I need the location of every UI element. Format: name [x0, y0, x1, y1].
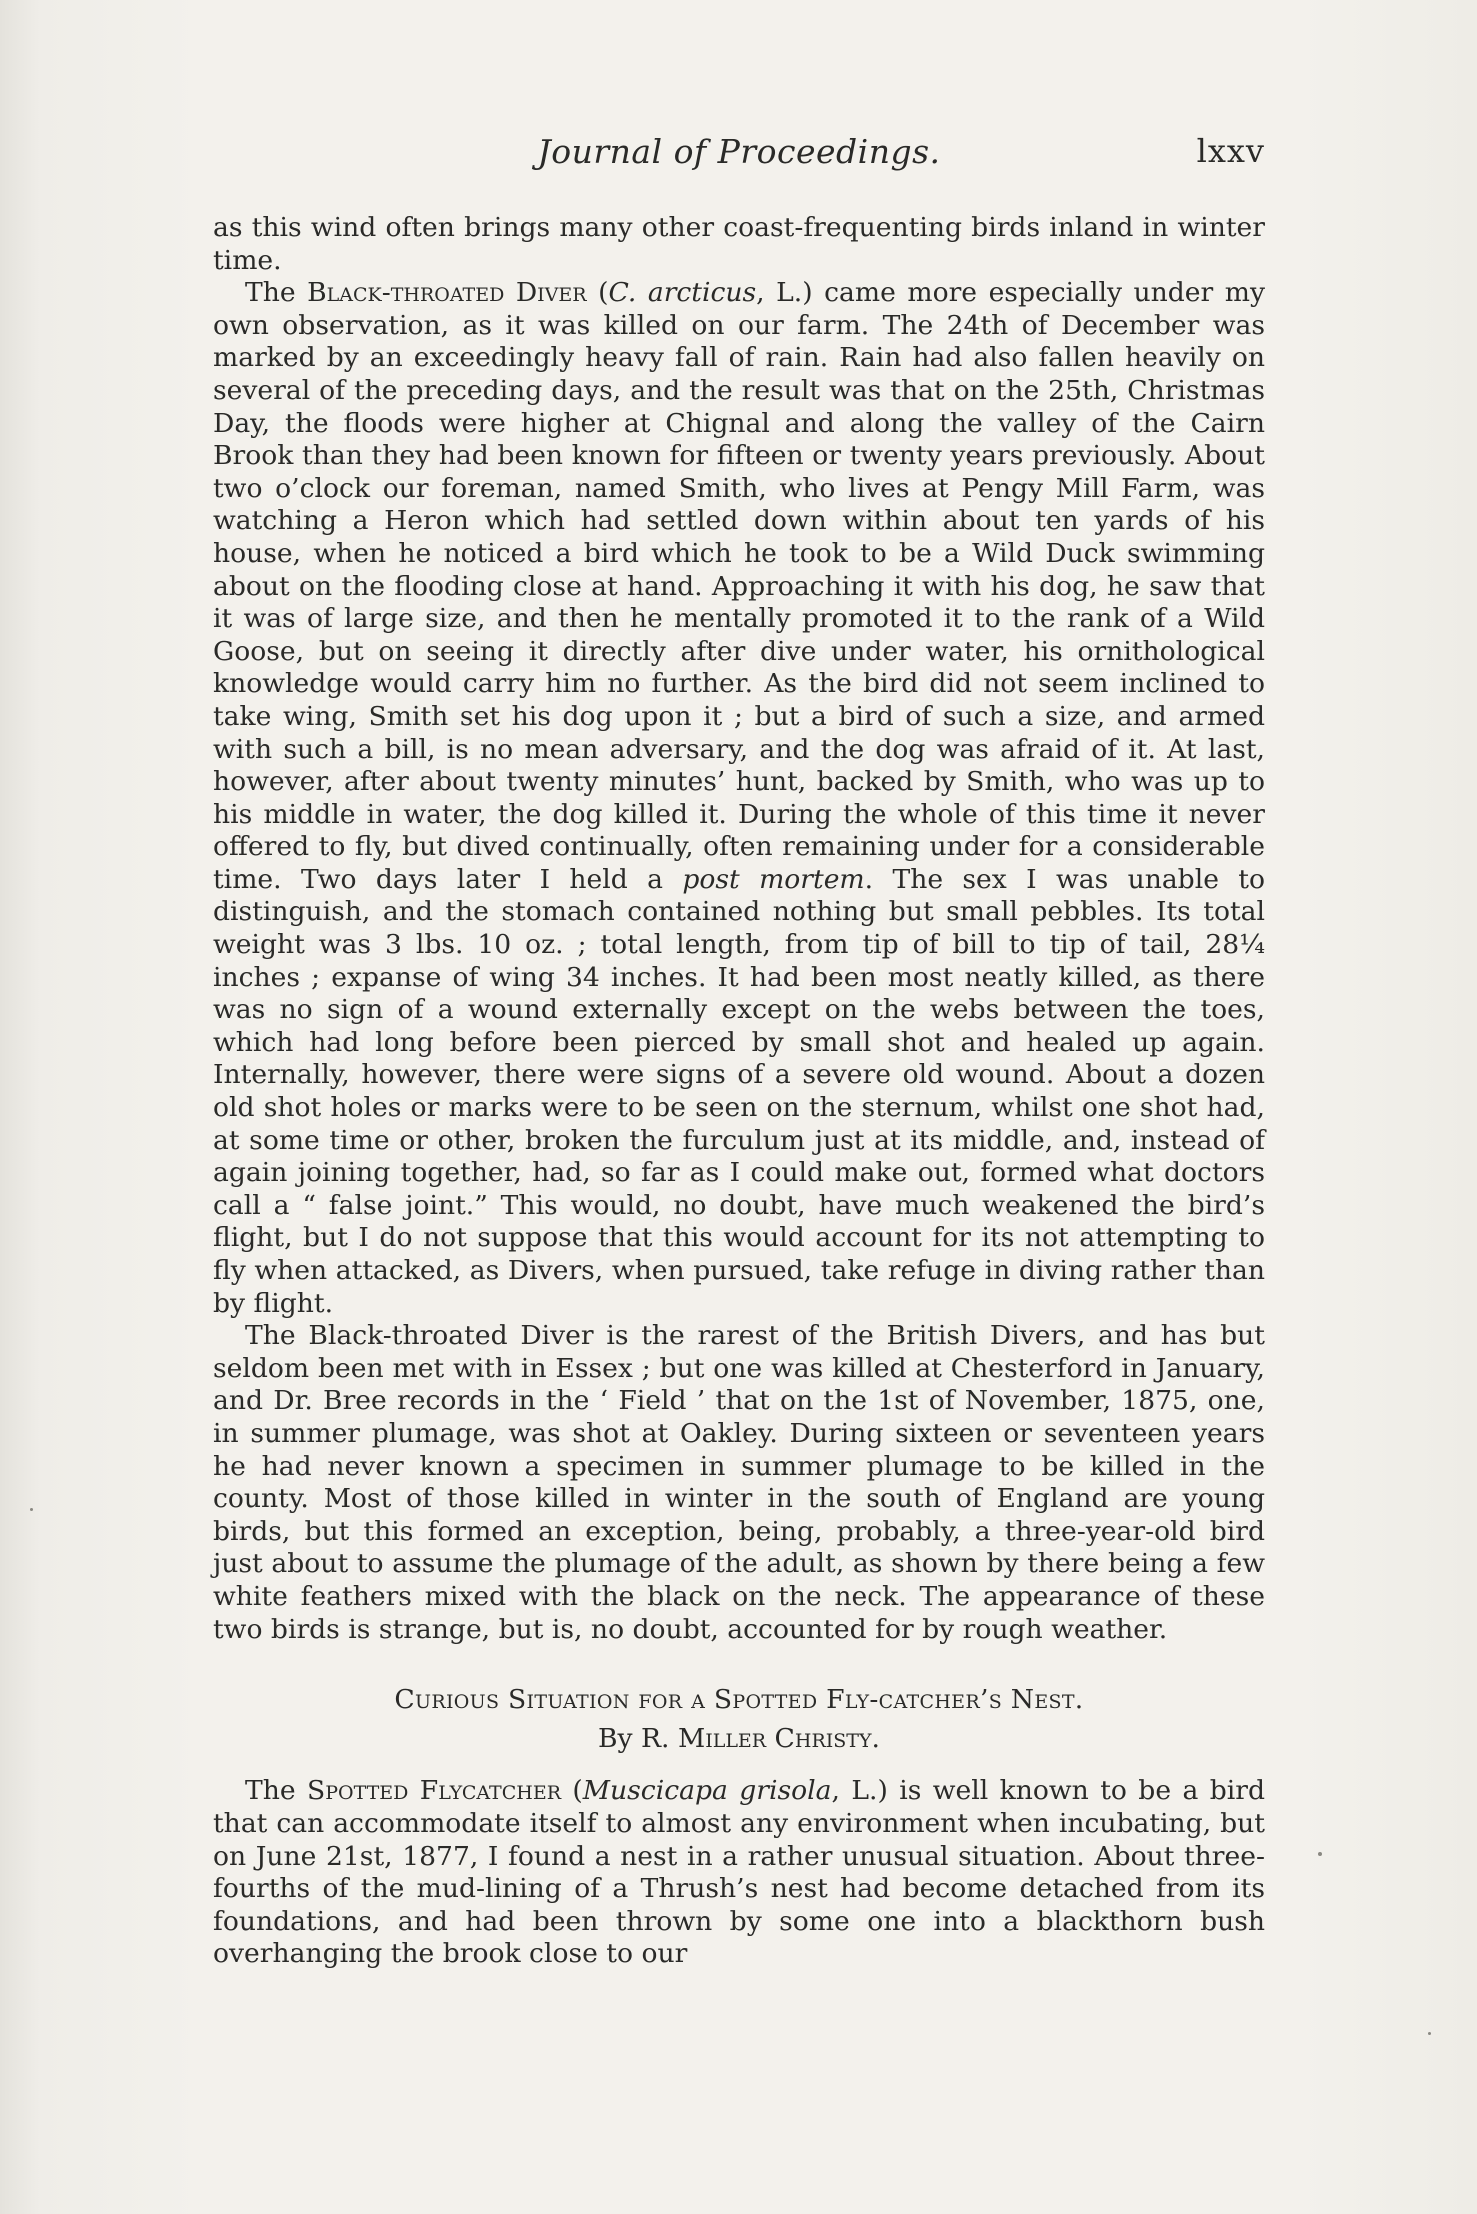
speck — [1318, 1852, 1322, 1856]
species-name: Black-throated Diver — [307, 277, 587, 309]
paragraph-text: , L.) came more especially under my own observation, as it was killed on our farm. The 24th of December was marked by an exceedingly heavy fall of rain. Rain had also fallen heavily on several of the preceding days, and the result was that on the 25th, Christmas Day, the floods were higher at Chignal and along the valley of the Cairn Brook than they had been known for fifteen or twenty years previously. About two o’clock our foreman, named Smith, who lives at Pengy Mill Farm, was watching a Heron which had settled down within about ten yards of his house, when he noticed a bird which he took to be a Wild Duck swimming about on the flooding close at hand. Approaching it with his dog, he saw that it was of large size, and then he mentally promoted it to the rank of a Wild Goose, but on seeing it directly after dive under water, his ornithological knowledge would carry him no further. As the bird did not seem inclined to take wing, Smith set his dog upon it ; but a bird of such a size, and armed with such a bill, is no mean adversary, and the dog was afraid of it. At last, however, after about twenty minutes’ hunt, backed by Smith, who was up to his middle in water, the dog killed it. During the whole of this time it never offered to fly, but dived continually, often remaining under for a considerable time. Two days later I held a — [213, 277, 1266, 895]
paragraph-rarity: The Black-throated Diver is the rarest of the British Divers, and has but seldom been met with in Essex ; but one was killed at Chesterford in January, and Dr. Bree records in the ‘ Field ’ that on the 1st of November, 1875, one, in summer plumage, was shot at Oakley. During sixteen or seventeen years he had never known a specimen in summer plumage to be killed in the county. Most of those killed in winter in the south of England are young birds, but this formed an exception, being, probably, a three-year-old bird just about to assume the plumage of the adult, as shown by there being a few white feathers mixed with the black on the neck. The appearance of these two birds is strange, but is, no doubt, accounted for by rough weather. — [213, 1320, 1265, 1645]
speck — [1428, 2032, 1431, 2035]
page-number: lxxv — [1196, 132, 1265, 170]
running-title: Journal of Proceedings. — [537, 132, 941, 171]
section-heading: Curious Situation for a Spotted Fly-catcher’s Nest. — [394, 1684, 1084, 1716]
byline-prefix: By — [598, 1722, 642, 1754]
paragraph-flycatcher — [213, 1775, 1265, 1971]
species-name: Spotted Flycatcher — [307, 1775, 562, 1807]
paren: ( — [586, 277, 609, 309]
byline — [213, 1723, 1265, 1756]
paragraph-text: , L.) is well known to be a bird that can accommodate itself to almost any environment when incubating, but on June 21st, 1877, I found a nest in a rather unusual situation. About three-fourths of the mud-lining of a Thrush’s nest had become detached from its foundations, and had been thrown by some one into a blackthorn bush overhanging the brook close to our — [213, 1775, 1265, 1970]
author-name: R. Miller Christy. — [641, 1722, 880, 1754]
paragraph-continuation: as this wind often brings many other coast-frequenting birds inland in winter time. — [213, 212, 1265, 276]
body-text — [213, 212, 1265, 1971]
scientific-name: Muscicapa grisola — [582, 1775, 832, 1807]
italic-term: post mortem — [682, 863, 865, 895]
paragraph-text: . The sex I was unable to distinguish, and the stomach contained nothing but small pebbles. Its total weight was 3 lbs. 10 oz. ; total length, from tip of bill to tip of tail, 28¼ inches ; expanse of wing 34 inches. It had been most neatly killed, as there was no sign of a wound externally except on the webs between the toes, which had long before been pierced by small shot and healed up again. Internally, however, there were signs of a severe old wound. About a dozen old shot holes or marks were to be seen on the sternum, whilst one shot had, at some time or other, broken the furculum just at its middle, and, instead of again joining together, had, so far as I could make out, formed what doctors call a “ false joint.” This would, no doubt, have much weakened the bird’s flight, but I do not suppose that this would account for its not attempting to fly when attacked, as Divers, when pursued, take refuge in diving rather than by flight. — [213, 863, 1265, 1319]
paragraph-black-throated-diver: The Black-throated Diver (C. arcticus, L.) came more especially under my own observation, as it was killed on our farm. The 24th of December was marked by an exceedingly heavy fall of rain. Rain had also fallen heavily on several of the preceding days, and the result was that on the 25th, Christmas Day, the floods were higher at Chignal and along the valley of the Cairn Brook than they had been known for fifteen or twenty years previously. About two o’clock our foreman, named Smith, who lives at Pengy Mill Farm, was watching a Heron which had settled down within about ten yards of his house, when he noticed a bird which he took to be a Wild Duck swimming about on the flooding close at hand. Approaching it with his dog, he saw that it was of large size, and then he mentally promoted it to the rank of a Wild Goose, but on seeing it directly after dive under water, his ornithological knowledge would carry him no further. As the bird did not seem inclined to take wing, Smith set his dog upon it ; but a bird of such a size, and armed with such a bill, is no mean adversary, and the dog was afraid of it. At last, however, after about twenty minutes’ hunt, backed by Smith, who was up to his middle in water, the dog killed it. During the whole of this time it never offered to fly, but dived continually, often remaining under for a considerable time. Two days later I held a post mortem. The sex I was unable to distinguish, and the stomach contained nothing but small pebbles. Its total weight was 3 lbs. 10 oz. ; total length, from tip of bill to tip of tail, 28¼ inches ; expanse of wing 34 inches. It had been most neatly killed, as there was no sign of a wound externally except on the webs between the toes, which had long before been pierced by small shot and healed up again. Internally, however, there were signs of a severe old wound. About a dozen old shot holes or marks were to be seen on the sternum, whilst one shot had, at some time or other, broken the furculum just at its middle, and, instead of again joining together, had, so far as I could make out, formed what doctors call a “ false joint.” This would, no doubt, have much weakened the bird’s flight, but I do not suppose that this would account for its not attempting to fly when attacked, as Divers, when pursued, take refuge in diving rather than by flight. — [213, 277, 1266, 1319]
scientific-name: C. arcticus — [608, 277, 757, 309]
speck — [30, 1508, 33, 1511]
paragraph-lead: The — [245, 1775, 307, 1807]
running-head — [213, 132, 1265, 176]
paren: ( — [561, 1775, 583, 1807]
